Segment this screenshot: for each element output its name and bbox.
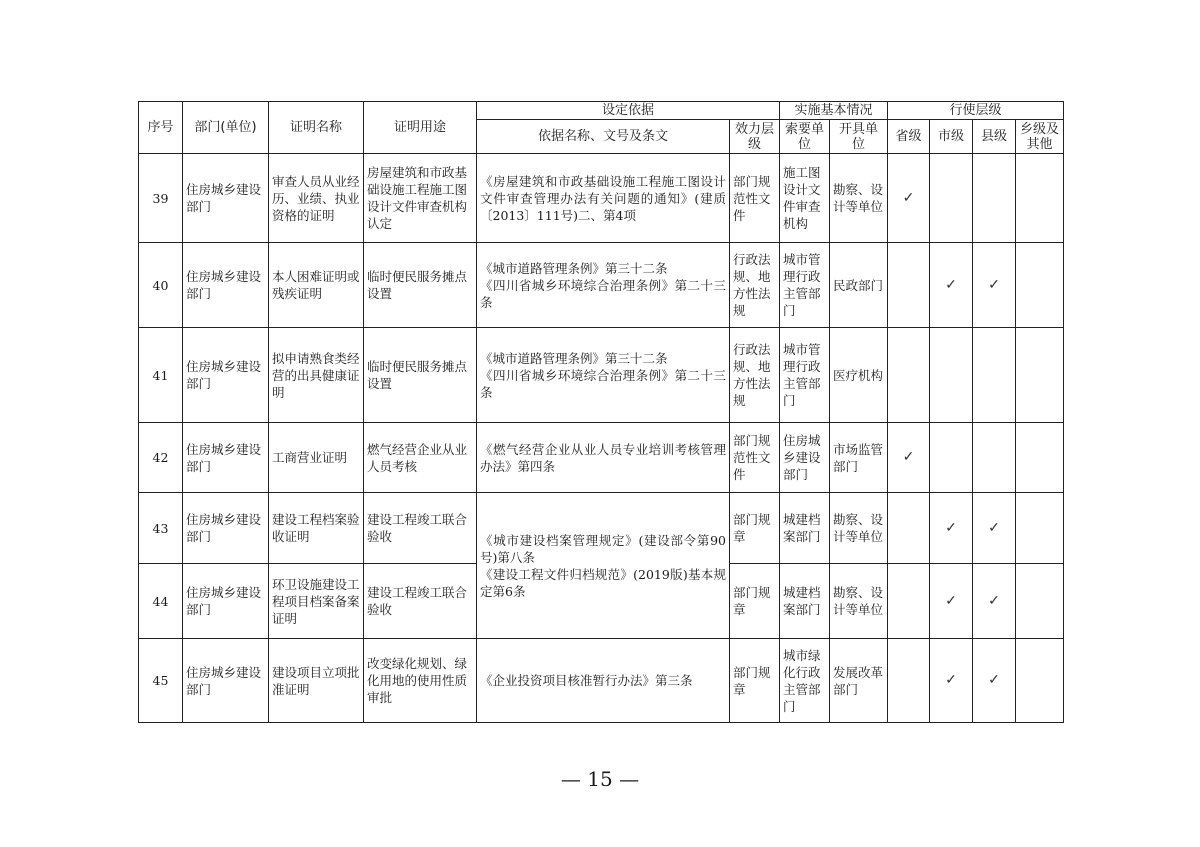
- cell-county: ✓: [973, 639, 1016, 723]
- cell-cert-use: 临时便民服务摊点设置: [364, 328, 477, 423]
- header-county: 县级: [973, 120, 1016, 154]
- header-effect-level: 效力层级: [730, 120, 780, 154]
- cell-seq: 44: [139, 564, 183, 639]
- header-dept: 部门(单位): [183, 102, 269, 154]
- table-row: [139, 328, 1064, 423]
- header-basis-name: 依据名称、文号及条文: [477, 120, 730, 154]
- cell-cert-name: 建设项目立项批准证明: [269, 639, 364, 723]
- header-impl-group: 实施基本情况: [780, 102, 888, 120]
- cell-county: [973, 154, 1016, 243]
- cell-issuer: 民政部门: [830, 243, 888, 328]
- cell-requester: 住房城乡建设部门: [780, 423, 830, 493]
- cell-requester: 城建档案部门: [780, 493, 830, 564]
- cell-city: ✓: [930, 493, 973, 564]
- table-row: [139, 423, 1064, 493]
- header-issuer: 开具单位: [830, 120, 888, 154]
- header-township: 乡级及其他: [1016, 120, 1064, 154]
- table-row: [139, 154, 1064, 243]
- cell-effect: 部门规章: [730, 564, 780, 639]
- cell-effect: 部门规范性文件: [730, 154, 780, 243]
- cell-effect: 行政法规、地方性法规: [730, 243, 780, 328]
- cell-effect: 部门规范性文件: [730, 423, 780, 493]
- cell-issuer: 勘察、设计等单位: [830, 154, 888, 243]
- cell-requester: 城市管理行政主管部门: [780, 328, 830, 423]
- cell-seq: 45: [139, 639, 183, 723]
- cell-requester: 城市绿化行政主管部门: [780, 639, 830, 723]
- table-row: [139, 493, 1064, 564]
- cell-dept: 住房城乡建设部门: [183, 154, 269, 243]
- cell-cert-use: 临时便民服务摊点设置: [364, 243, 477, 328]
- cell-cert-use: 建设工程竣工联合验收: [364, 564, 477, 639]
- cell-province: [888, 564, 930, 639]
- cell-township: [1016, 493, 1064, 564]
- cell-city: ✓: [930, 564, 973, 639]
- cell-dept: 住房城乡建设部门: [183, 328, 269, 423]
- cell-basis: 《城市道路管理条例》第三十二条 《四川省城乡环境综合治理条例》第二十三条: [477, 328, 730, 423]
- cell-seq: 41: [139, 328, 183, 423]
- header-basis-group: 设定依据: [477, 102, 780, 120]
- cell-township: [1016, 328, 1064, 423]
- header-province: 省级: [888, 120, 930, 154]
- cell-province: [888, 243, 930, 328]
- header-requester: 索要单位: [780, 120, 830, 154]
- cell-township: [1016, 243, 1064, 328]
- cell-city: [930, 328, 973, 423]
- cell-effect: 行政法规、地方性法规: [730, 328, 780, 423]
- cell-issuer: 发展改革部门: [830, 639, 888, 723]
- cell-seq: 42: [139, 423, 183, 493]
- cell-effect: 部门规章: [730, 639, 780, 723]
- cell-province: ✓: [888, 423, 930, 493]
- cell-township: [1016, 639, 1064, 723]
- cell-city: [930, 154, 973, 243]
- cell-basis: 《城市道路管理条例》第三十二条 《四川省城乡环境综合治理条例》第二十三条: [477, 243, 730, 328]
- cell-cert-name: 环卫设施建设工程项目档案备案证明: [269, 564, 364, 639]
- cell-cert-use: 建设工程竣工联合验收: [364, 493, 477, 564]
- cell-basis-merged: 《城市建设档案管理规定》(建设部令第90号)第八条 《建设工程文件归档规范》(2019版)基本规定第6条: [477, 493, 730, 639]
- header-level-group: 行使层级: [888, 102, 1064, 120]
- cell-county: ✓: [973, 493, 1016, 564]
- header-cert-name: 证明名称: [269, 102, 364, 154]
- cell-province: [888, 493, 930, 564]
- table-row: [139, 639, 1064, 723]
- cell-cert-use: 改变绿化规划、绿化用地的使用性质审批: [364, 639, 477, 723]
- cell-city: [930, 423, 973, 493]
- cell-county: ✓: [973, 564, 1016, 639]
- table-row: [139, 243, 1064, 328]
- header-cert-use: 证明用途: [364, 102, 477, 154]
- cell-cert-name: 拟申请熟食类经营的出具健康证明: [269, 328, 364, 423]
- cell-township: [1016, 564, 1064, 639]
- cell-dept: 住房城乡建设部门: [183, 423, 269, 493]
- certificate-table: [138, 101, 1064, 723]
- cell-effect: 部门规章: [730, 493, 780, 564]
- cell-city: ✓: [930, 639, 973, 723]
- cell-seq: 40: [139, 243, 183, 328]
- cell-issuer: 勘察、设计等单位: [830, 493, 888, 564]
- cell-basis: 《燃气经营企业从业人员专业培训考核管理办法》第四条: [477, 423, 730, 493]
- header-city: 市级: [930, 120, 973, 154]
- cell-cert-name: 工商营业证明: [269, 423, 364, 493]
- cell-cert-name: 建设工程档案验收证明: [269, 493, 364, 564]
- cell-dept: 住房城乡建设部门: [183, 564, 269, 639]
- cell-dept: 住房城乡建设部门: [183, 243, 269, 328]
- cell-issuer: 市场监管部门: [830, 423, 888, 493]
- cell-issuer: 医疗机构: [830, 328, 888, 423]
- page-number: — 15 —: [560, 767, 640, 791]
- cell-township: [1016, 154, 1064, 243]
- cell-requester: 城建档案部门: [780, 564, 830, 639]
- header-seq: 序号: [139, 102, 183, 154]
- cell-basis: 《房屋建筑和市政基础设施工程施工图设计文件审查管理办法有关问题的通知》(建质〔2013〕111号)二、第4项: [477, 154, 730, 243]
- cell-dept: 住房城乡建设部门: [183, 493, 269, 564]
- cell-province: ✓: [888, 154, 930, 243]
- cell-dept: 住房城乡建设部门: [183, 639, 269, 723]
- cell-county: [973, 328, 1016, 423]
- cell-basis: 《企业投资项目核准暂行办法》第三条: [477, 639, 730, 723]
- cell-seq: 43: [139, 493, 183, 564]
- cell-township: [1016, 423, 1064, 493]
- cell-cert-use: 燃气经营企业从业人员考核: [364, 423, 477, 493]
- cell-cert-use: 房屋建筑和市政基础设施工程施工图设计文件审查机构认定: [364, 154, 477, 243]
- cell-cert-name: 审查人员从业经历、业绩、执业资格的证明: [269, 154, 364, 243]
- cell-province: [888, 639, 930, 723]
- cell-requester: 城市管理行政主管部门: [780, 243, 830, 328]
- cell-cert-name: 本人困难证明或残疾证明: [269, 243, 364, 328]
- cell-requester: 施工图设计文件审查机构: [780, 154, 830, 243]
- cell-seq: 39: [139, 154, 183, 243]
- cell-county: [973, 423, 1016, 493]
- cell-issuer: 勘察、设计等单位: [830, 564, 888, 639]
- cell-province: [888, 328, 930, 423]
- cell-county: ✓: [973, 243, 1016, 328]
- cell-city: ✓: [930, 243, 973, 328]
